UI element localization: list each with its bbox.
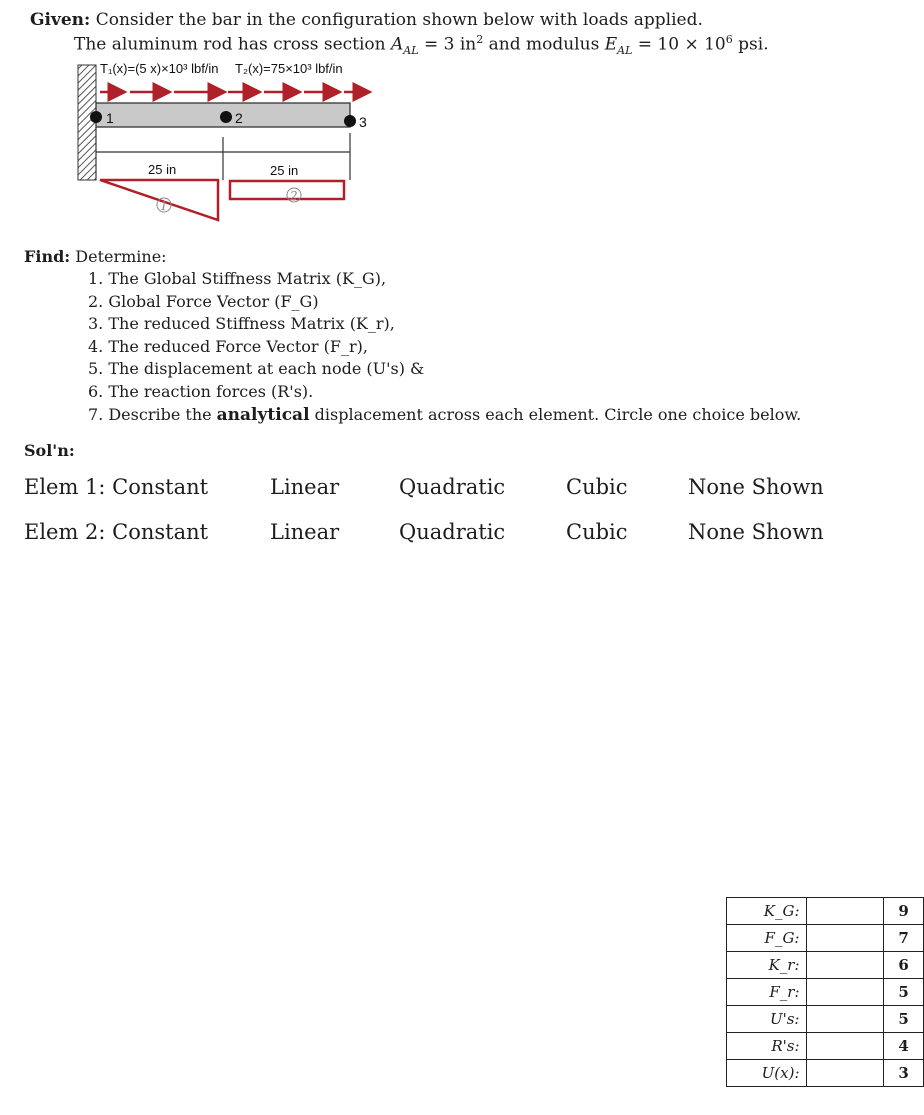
length-1-label: 25 in [148, 162, 177, 177]
dimension-lines [96, 127, 350, 180]
element-1-cubic-option[interactable]: Cubic [566, 475, 628, 499]
modulus-unit: psi. [732, 34, 769, 55]
score-table [726, 897, 924, 1087]
t2-load-label: T₂(x)=75×10³ lbf/in [235, 61, 343, 76]
modulus-value: = 10 × 10 [632, 34, 726, 55]
score-label: F_G: [727, 925, 807, 952]
fixed-wall [78, 65, 96, 180]
score-blank [806, 1006, 884, 1033]
score-blank [806, 979, 884, 1006]
node-3-marker [344, 115, 356, 127]
element-2-linear-option[interactable]: Linear [270, 520, 340, 544]
find-item-7 [88, 404, 801, 427]
area-exponent: 2 [476, 33, 484, 46]
score-label: K_r: [727, 952, 807, 979]
element-1-number: 1 [160, 199, 168, 213]
find-item-7-pre: 7. Describe the [88, 404, 217, 424]
length-2-label: 25 in [270, 163, 299, 178]
area-value: = 3 in [418, 34, 477, 55]
find-list [88, 268, 801, 426]
score-label: R's: [727, 1033, 807, 1060]
score-points: 9 [884, 898, 924, 925]
table-row [727, 898, 924, 925]
score-points: 5 [884, 979, 924, 1006]
find-item: 5. The displacement at each node (U's) & [88, 359, 425, 379]
score-points: 6 [884, 952, 924, 979]
given-line-2 [74, 33, 769, 57]
table-row [727, 925, 924, 952]
given-text-2: The aluminum rod has cross section [74, 34, 386, 55]
score-points: 5 [884, 1006, 924, 1033]
table-row [727, 1033, 924, 1060]
given-text-1: Consider the bar in the configuration shown below with loads applied. [95, 10, 703, 30]
score-label: U(x): [727, 1060, 807, 1087]
node-2-label: 2 [235, 110, 243, 126]
given-line-1 [30, 10, 703, 30]
score-blank [806, 1033, 884, 1060]
element-2-quadratic-option[interactable]: Quadratic [399, 520, 506, 544]
find-item: 2. Global Force Vector (F_G) [88, 291, 319, 311]
table-row [727, 979, 924, 1006]
node-3-label: 3 [359, 114, 367, 130]
score-blank [806, 952, 884, 979]
score-points: 4 [884, 1033, 924, 1060]
area-subscript: AL [403, 44, 419, 58]
score-label: U's: [727, 1006, 807, 1033]
modulus-subscript: AL [617, 44, 633, 58]
element-2-none-option[interactable]: None Shown [688, 520, 824, 544]
find-heading [24, 247, 167, 266]
node-1-label: 1 [106, 110, 114, 126]
find-item: 1. The Global Stiffness Matrix (K_G), [88, 269, 387, 288]
element-2-number: 2 [290, 189, 298, 203]
score-blank [806, 925, 884, 952]
find-item: 6. The reaction forces (R's). [88, 381, 314, 401]
score-blank [806, 1060, 884, 1087]
modulus-symbol: E [604, 34, 618, 55]
element-2-constant-option[interactable]: Elem 2: Constant [24, 520, 209, 544]
table-row [727, 1006, 924, 1033]
score-label: F_r: [727, 979, 807, 1006]
node-1-marker [90, 111, 102, 123]
find-label: Find: [24, 247, 71, 266]
find-item: 4. The reduced Force Vector (F_r), [88, 336, 368, 356]
and-modulus-text: and modulus [483, 34, 605, 55]
score-blank [806, 898, 884, 925]
solution-label: Sol'n: [24, 441, 75, 460]
element-1-linear-option[interactable]: Linear [270, 475, 340, 499]
element-1-constant-option[interactable]: Elem 1: Constant [24, 475, 209, 499]
node-2-marker [220, 111, 232, 123]
bar-figure [70, 55, 410, 235]
element-1-none-option[interactable]: None Shown [688, 475, 824, 499]
area-symbol: A [391, 34, 404, 55]
element-1-quadratic-option[interactable]: Quadratic [399, 475, 506, 499]
score-points: 7 [884, 925, 924, 952]
element-2-cubic-option[interactable]: Cubic [566, 520, 628, 544]
score-label: K_G: [727, 898, 807, 925]
table-row [727, 952, 924, 979]
find-item: 3. The reduced Stiffness Matrix (K_r), [88, 314, 395, 334]
modulus-exponent: 6 [725, 33, 733, 46]
find-item-7-bold: analytical [216, 404, 310, 425]
table-row [727, 1060, 924, 1087]
score-points: 3 [884, 1060, 924, 1087]
given-label: Given: [30, 10, 91, 30]
find-item-7-post: displacement across each element. Circle one choice below. [309, 404, 802, 424]
t1-load-label: T₁(x)=(5 x)×10³ lbf/in [100, 61, 219, 76]
find-intro: Determine: [75, 247, 167, 266]
